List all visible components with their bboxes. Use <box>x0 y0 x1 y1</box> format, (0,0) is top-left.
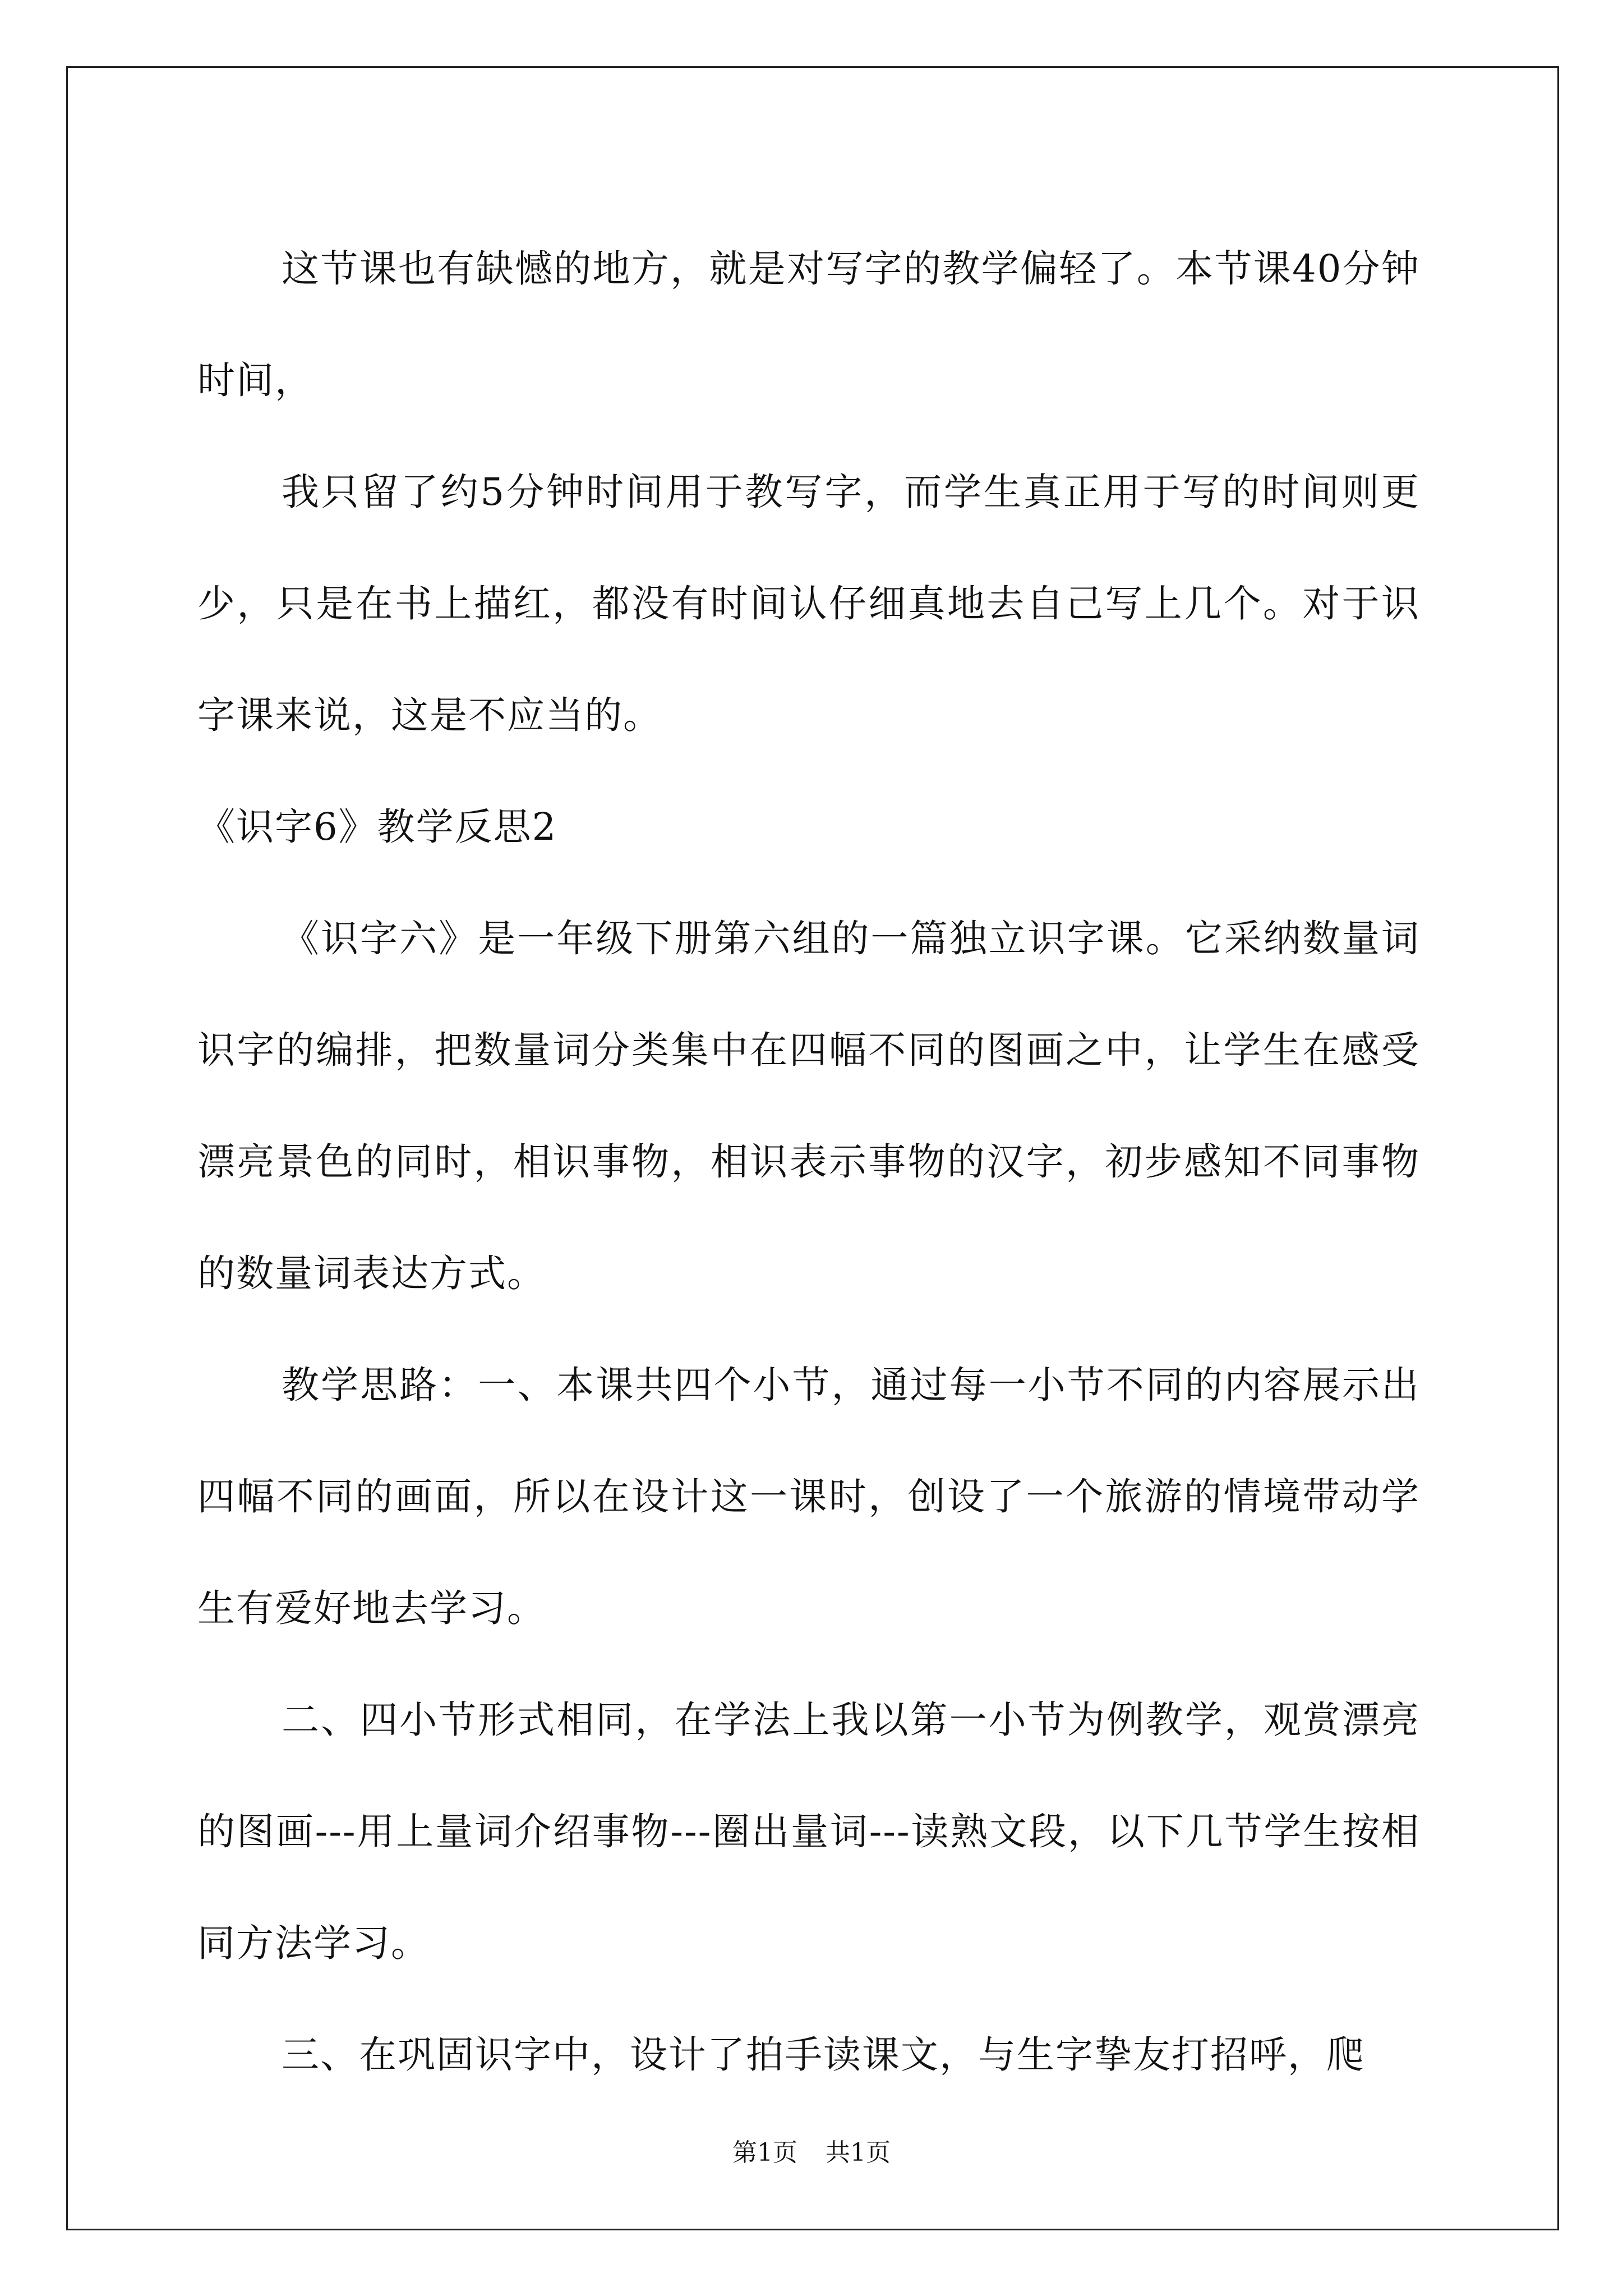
paragraph-6: 三、在巩固识字中，设计了拍手读课文，与生字挚友打招呼，爬 <box>282 2033 1365 2077</box>
paragraph-1: 这节课也有缺憾的地方，就是对写字的教学偏轻了。本节课40分钟时间， <box>197 247 1420 402</box>
document-body <box>197 213 1420 2111</box>
paragraph-5: 二、四小节形式相同，在学法上我以第一小节为例教学，观赏漂亮的图画---用上量词介绍事物---圈出量词---读熟文段，以下几节学生按相同方法学习。 <box>197 1698 1420 1965</box>
page-number: 第1页 <box>732 2138 797 2167</box>
page-total: 共1页 <box>826 2138 891 2167</box>
section-heading: 《识字6》教学反思2 <box>197 805 557 849</box>
page-footer <box>0 2136 1623 2170</box>
paragraph-3: 《识字六》是一年级下册第六组的一篇独立识字课。它采纳数量词识字的编排，把数量词分类集中在四幅不同的图画之中，让学生在感受漂亮景色的同时，相识事物，相识表示事物的汉字，初步感知不同事物的数量词表达方式。 <box>197 917 1420 1295</box>
paragraph-2: 我只留了约5分钟时间用于教写字，而学生真正用于写的时间则更少，只是在书上描红，都没有时间认仔细真地去自己写上几个。对于识字课来说，这是不应当的。 <box>197 470 1420 737</box>
paragraph-4: 教学思路：一、本课共四个小节，通过每一小节不同的内容展示出四幅不同的画面，所以在设计这一课时，创设了一个旅游的情境带动学生有爱好地去学习。 <box>197 1363 1420 1630</box>
